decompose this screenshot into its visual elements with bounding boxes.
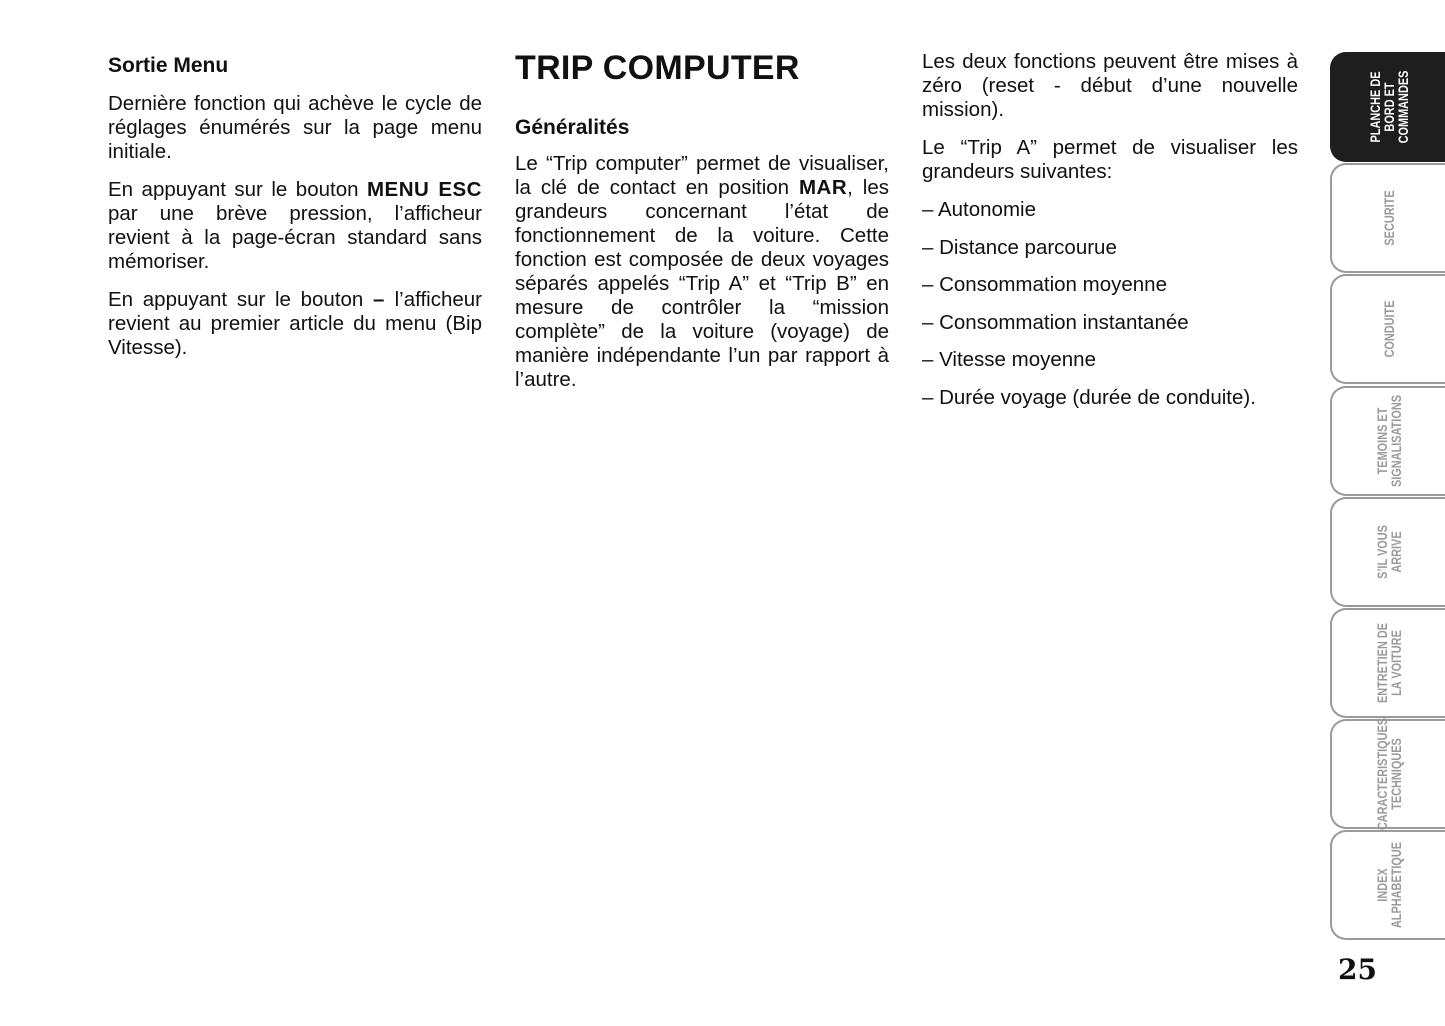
paragraph: En appuyant sur le bouton MENU ESC par une brève pression, l’afficheur revient à la page-écran standard sans mémoriser. (108, 178, 482, 273)
paragraph: Les deux fonctions peuvent être mises à zéro (reset - début d’une nouvelle mission). (922, 50, 1298, 121)
page-title: TRIP COMPUTER (515, 49, 800, 87)
list-item: – Distance parcourue (922, 235, 1117, 259)
tab-label: INDEX ALPHABETIQUE (1373, 842, 1404, 929)
tab-label: CONDUITE (1380, 300, 1397, 358)
tab-sil-vous-arrive[interactable] (1330, 497, 1445, 607)
tab-label: S’IL VOUS ARRIVE (1373, 524, 1404, 579)
list-item: – Vitesse moyenne (922, 348, 1096, 371)
button-name-menu-esc: MENU ESC (366, 178, 482, 201)
tab-label: CARACTERISTIQUES TECHNIQUES (1373, 718, 1404, 831)
tab-conduite[interactable] (1330, 274, 1445, 384)
list-item: – Consommation moyenne (922, 273, 1167, 296)
paragraph: Le “Trip computer” permet de visualiser, la clé de contact en position MAR, les grandeurs concernant l’état de fonctionnement de la voiture. Cette fonction est composée de deux voyages séparés appelés “Trip A” et “Trip B” en mesure de contrôler la “mission complète” de la voiture (voyage) de manière indépendante l’un par rapport à l’autre. (515, 152, 889, 391)
tab-label: PLANCHE DE BORD ET COMMANDES (1366, 70, 1411, 144)
tab-label: TEMOINS ET SIGNALISATIONS (1373, 394, 1404, 487)
list-item: – Autonomie (922, 198, 1036, 221)
paragraph: Dernière fonction qui achève le cycle de réglages énumérés sur la page menu initiale. (108, 92, 482, 163)
tab-securite[interactable] (1330, 163, 1445, 273)
column-right (922, 50, 1298, 423)
tab-label: SECURITE (1380, 190, 1397, 246)
tab-index[interactable] (1330, 830, 1445, 940)
page-number: 25 (1338, 953, 1377, 986)
tab-caracteristiques[interactable] (1330, 719, 1445, 829)
tab-label: ENTRETIEN DE LA VOITURE (1373, 622, 1404, 703)
paragraph: En appuyant sur le bouton – l’afficheur revient au premier article du menu (Bip Vitesse). (108, 288, 482, 359)
list-item: – Consommation instantanée (922, 310, 1189, 334)
column-middle (515, 48, 889, 406)
list-item: – Durée voyage (durée de conduite). (922, 385, 1256, 409)
tab-planche-de-bord[interactable] (1330, 52, 1445, 162)
trip-values-list (922, 198, 1298, 410)
tab-entretien[interactable] (1330, 608, 1445, 718)
section-heading-sortie-menu: Sortie Menu (108, 54, 229, 77)
keyword-mar: MAR (798, 176, 848, 199)
tab-temoins[interactable] (1330, 386, 1445, 496)
chapter-tabs (1330, 52, 1445, 942)
section-heading-generalites: Généralités (515, 116, 630, 139)
column-left (108, 50, 482, 374)
paragraph: Le “Trip A” permet de visualiser les grandeurs suivantes: (922, 136, 1298, 183)
button-name-minus: – (373, 288, 385, 311)
